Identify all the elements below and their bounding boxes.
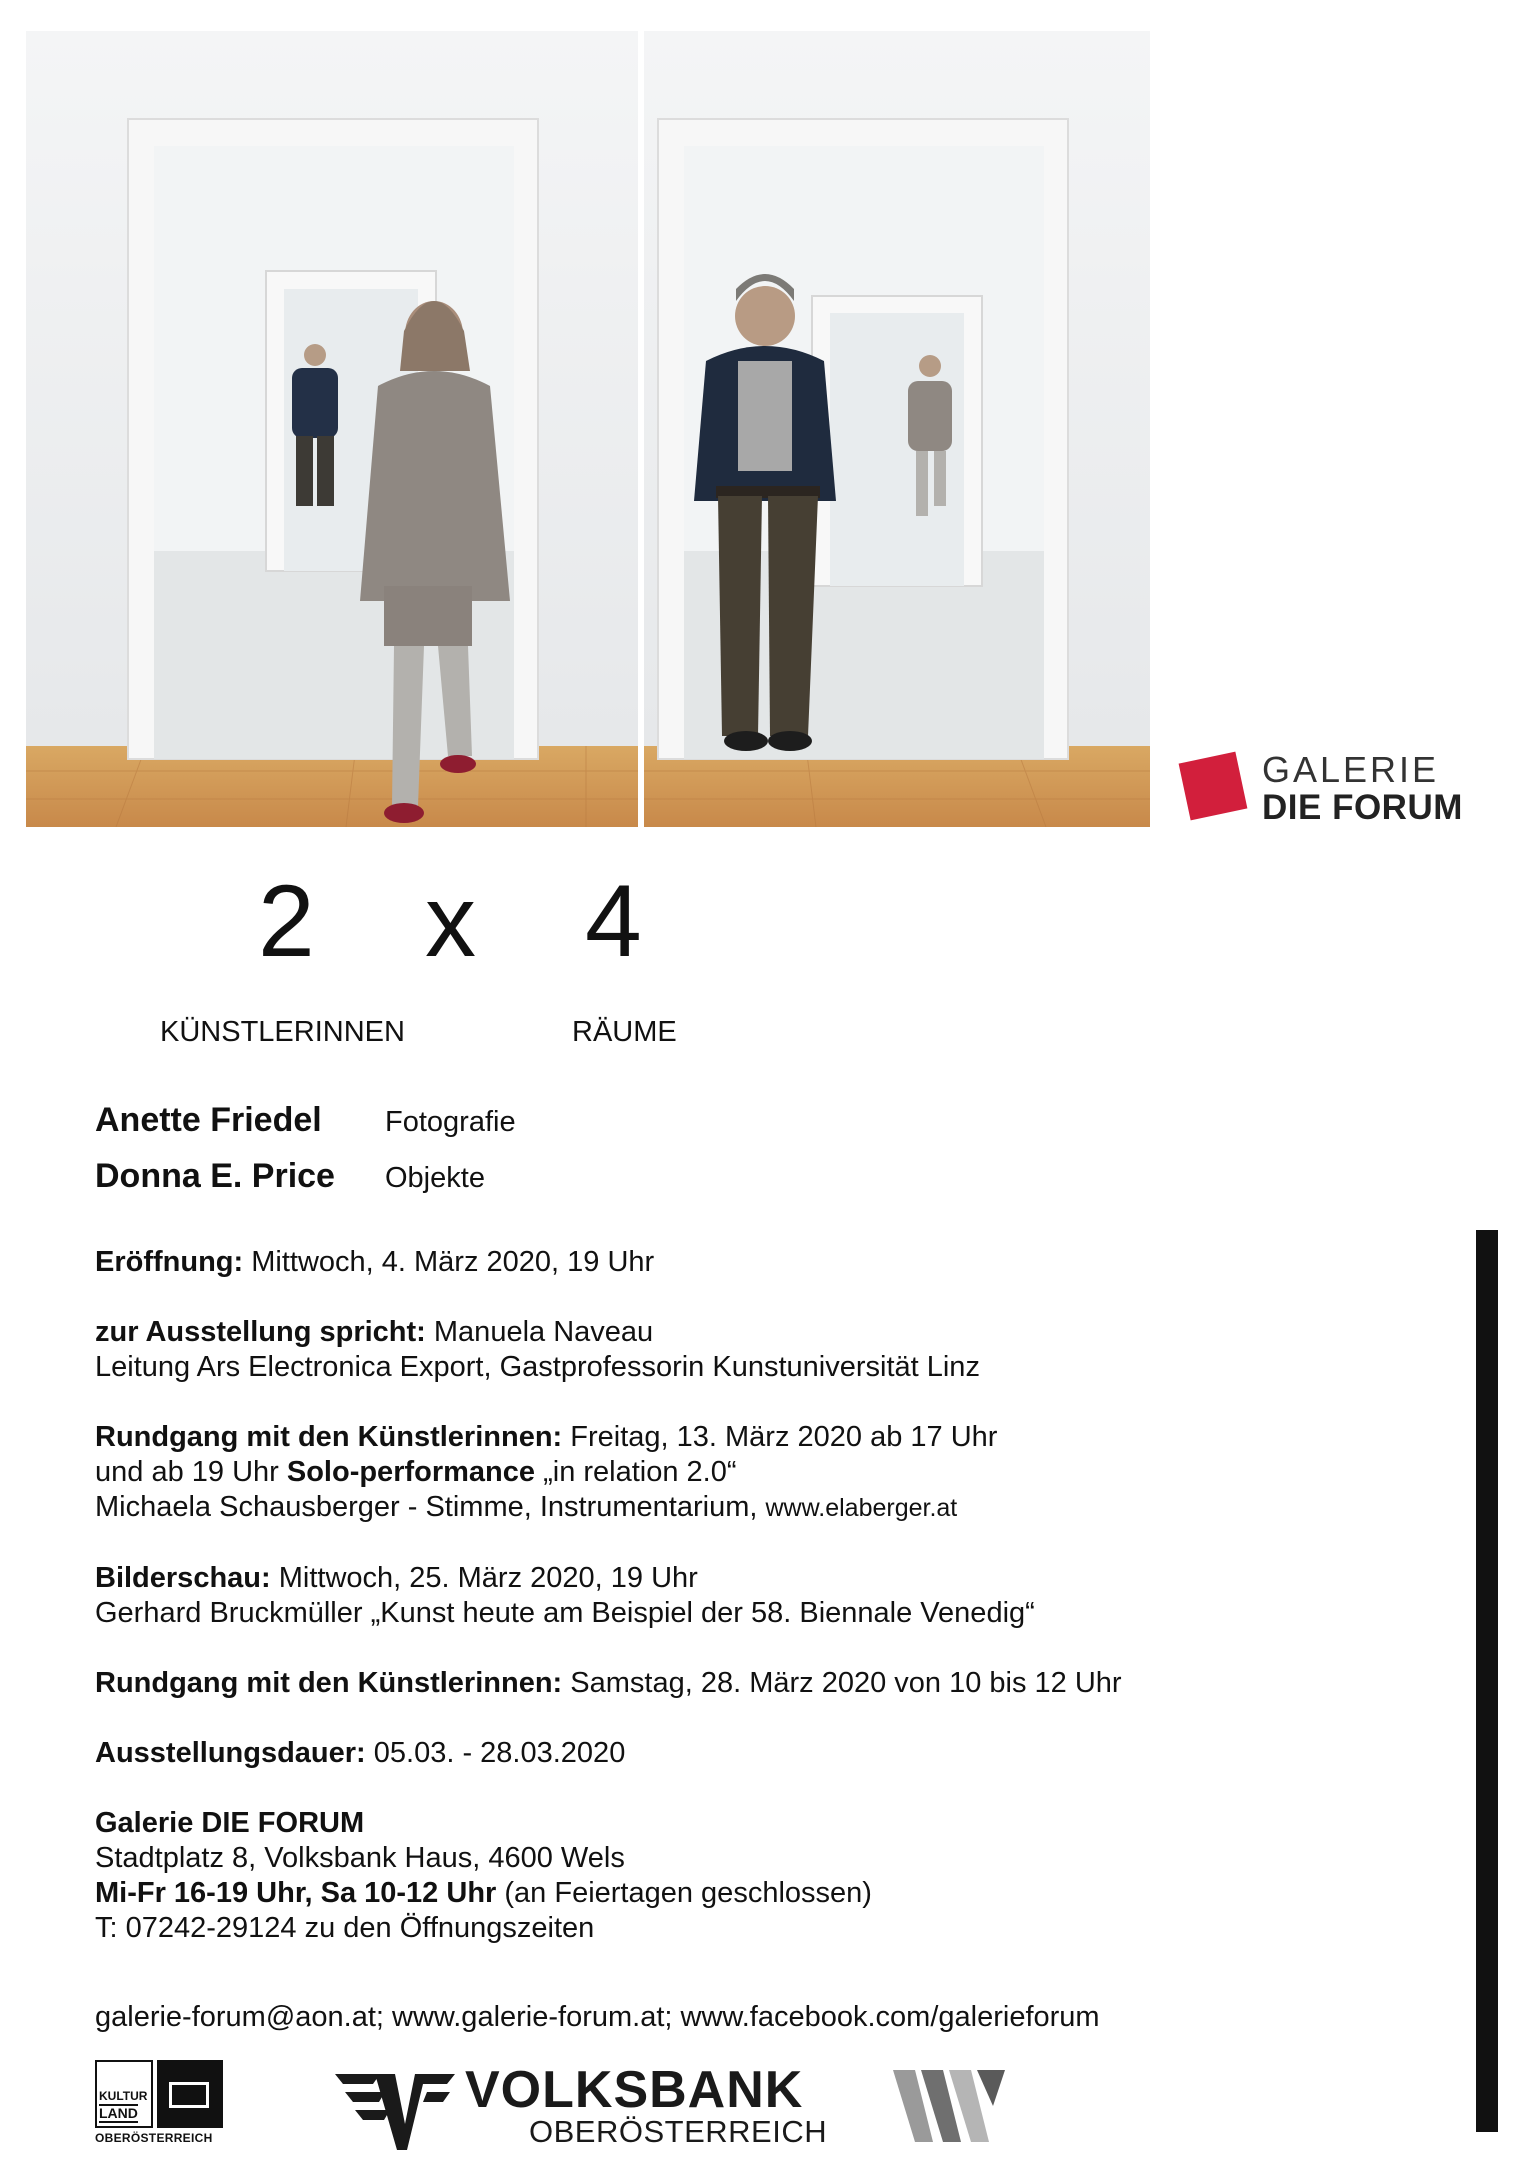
exhibition-photo [26,31,1150,827]
tour1-value: Freitag, 13. März 2020 ab 17 Uhr [562,1421,998,1453]
contact-links[interactable]: galerie-forum@aon.at; www.galerie-forum.at; www.facebook.com/galerieforum [95,2001,1100,2033]
land-text: LAND [99,2105,138,2121]
wels-w-logo-icon [893,2066,1005,2146]
gallery-address: Stadtplatz 8, Volksbank Haus, 4600 Wels [95,1842,625,1874]
heading-times: x [425,864,476,978]
duration-line [95,1736,1415,1771]
heading-label-2: RÄUME [572,1016,677,1048]
opening-label: Eröffnung: [95,1246,244,1278]
heading-num-1: 2 [258,864,315,978]
artist-row-2 [95,1154,485,1198]
speaker-line [95,1315,1415,1350]
duration-label: Ausstellungsdauer: [95,1737,366,1769]
logo-line-2: DIE FORUM [1262,788,1463,827]
logo-line-1: GALERIE [1262,749,1440,790]
hours-bold: Mi-Fr 16-19 Uhr, Sa 10-12 Uhr [95,1877,497,1909]
tour1-line2-a: und ab 19 Uhr [95,1456,287,1488]
artist-medium: Fotografie [385,1106,516,1138]
kulturland-logo [95,2060,225,2146]
tour2-line [95,1666,1415,1701]
logo-square-icon [1179,752,1248,821]
gallery-phone: T: 07242-29124 zu den Öffnungszeiten [95,1912,595,1944]
gallery-hours [95,1876,1415,1911]
kultur-text: KULTUR [99,2089,148,2103]
heading-label-1: KÜNSTLERINNEN [160,1016,405,1048]
gallery-name [95,1806,1415,1841]
speaker-label: zur Ausstellung spricht: [95,1316,426,1348]
speaker-value: Manuela Naveau [425,1316,654,1348]
gallery-rooms-image [26,31,1150,827]
artist-medium: Objekte [385,1162,485,1194]
event-info [95,1245,1415,1946]
tour1-line3-a: Michaela Schausberger - Stimme, Instrumentarium, [95,1491,766,1523]
volksbank-text: VOLKSBANK [465,2061,804,2119]
vertical-bar [1476,1230,1498,2132]
artist-name: Anette Friedel [95,1101,322,1139]
artist-name: Donna E. Price [95,1157,335,1195]
kulturland-box-icon [157,2060,223,2128]
opening-value: Mittwoch, 4. März 2020, 19 Uhr [243,1246,655,1278]
show-line [95,1561,1415,1596]
speaker-role: Leitung Ars Electronica Export, Gastprofessorin Kunstuniversität Linz [95,1351,980,1383]
show-line-2: Gerhard Bruckmüller „Kunst heute am Beispiel der 58. Biennale Venedig“ [95,1597,1035,1629]
heading-num-2: 4 [585,864,642,978]
tour1-line-3 [95,1490,1415,1526]
volksbank-region: OBERÖSTERREICH [529,2114,828,2149]
tour2-label: Rundgang mit den Künstlerinnen: [95,1667,563,1699]
tour1-line2-b: Solo-performance [286,1456,536,1488]
tour2-value: Samstag, 28. März 2020 von 10 bis 12 Uhr [562,1667,1122,1699]
hours-note: (an Feiertagen geschlossen) [496,1877,872,1909]
volksbank-logo [335,2061,828,2154]
show-value: Mittwoch, 25. März 2020, 19 Uhr [270,1562,698,1594]
show-label: Bilderschau: [95,1562,271,1594]
tour1-line-2 [95,1455,1415,1490]
volksbank-v-icon [335,2064,455,2154]
performer-url-link[interactable]: www.elaberger.at [765,1494,958,1522]
opening-line [95,1245,1415,1280]
tour1-line [95,1420,1415,1455]
kulturland-region: OBERÖSTERREICH [95,2131,213,2145]
gallery-name-text: Galerie DIE FORUM [95,1807,365,1839]
tour1-line2-c: „in relation 2.0“ [535,1456,737,1488]
artist-row-1 [95,1098,516,1142]
galerie-die-forum-logo [1174,750,1504,830]
tour1-label: Rundgang mit den Künstlerinnen: [95,1421,563,1453]
duration-value: 05.03. - 28.03.2020 [365,1737,626,1769]
